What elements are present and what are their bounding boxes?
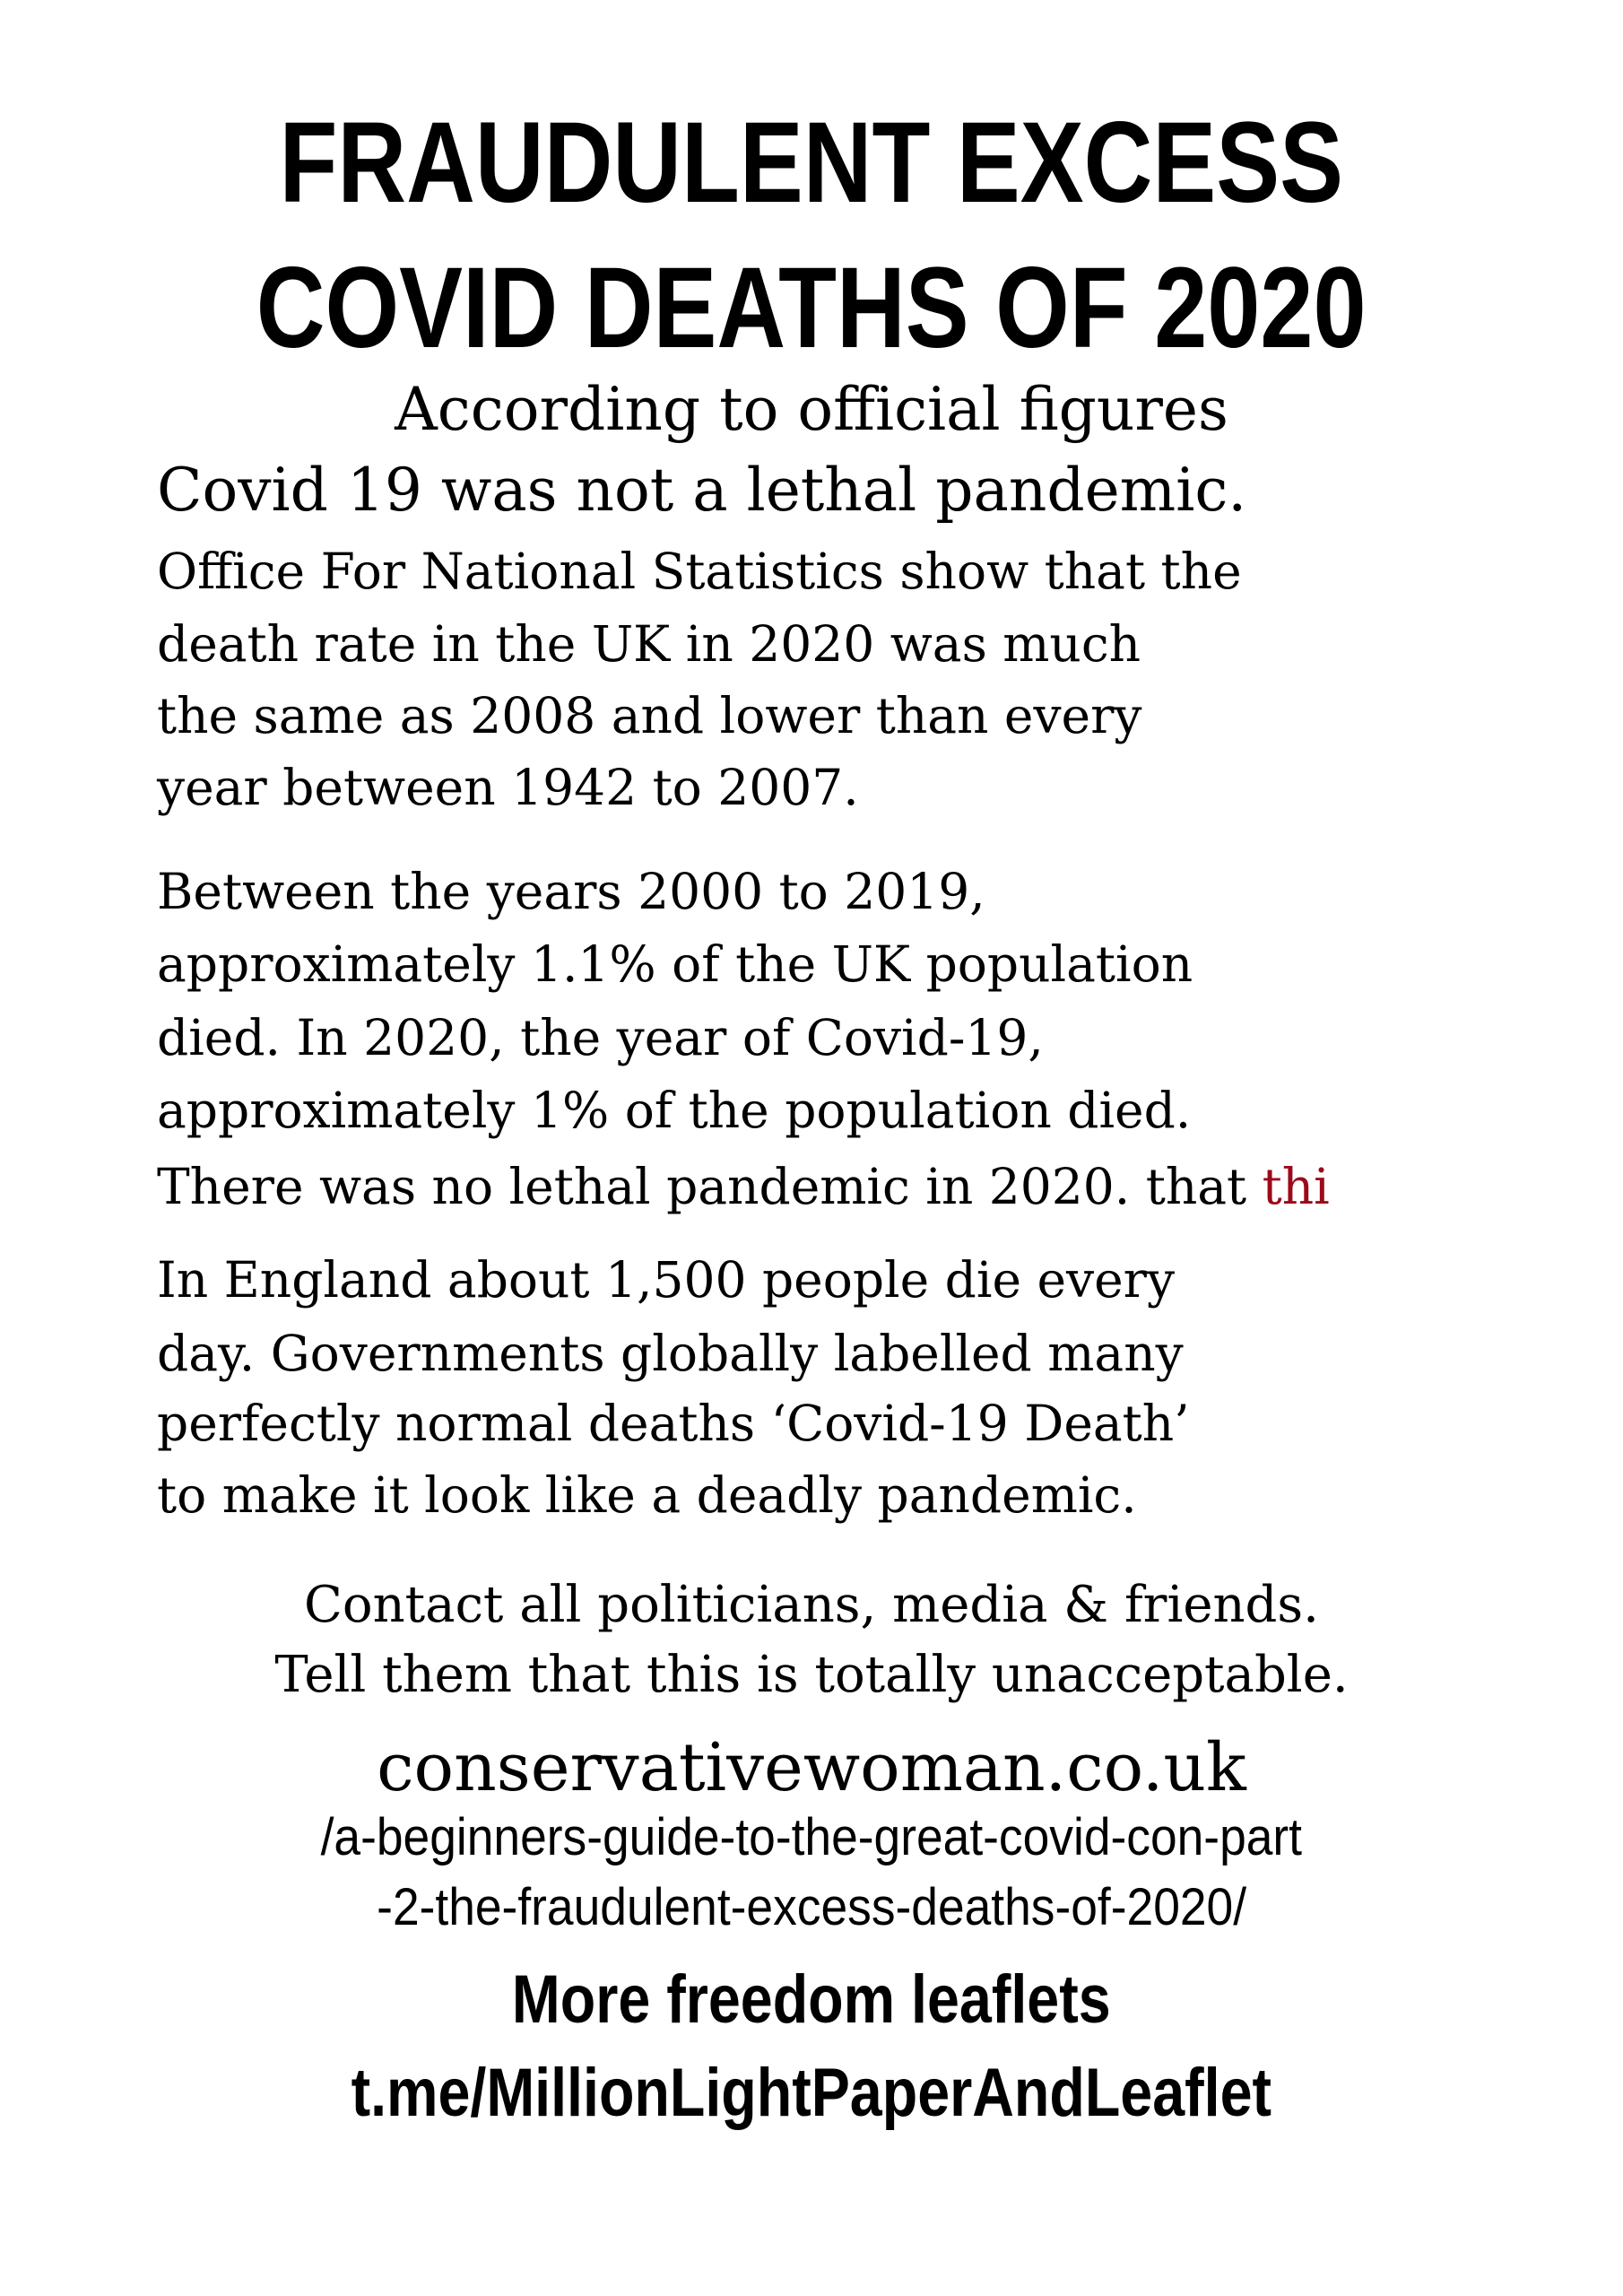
paragraph1-line: Office For National Statistics show that the bbox=[157, 543, 1242, 600]
subtitle-line-2: Covid 19 was not a lethal pandemic. bbox=[157, 456, 1247, 525]
source-path-line-1: /a-beginners-guide-to-the-great-covid-con-part bbox=[320, 1808, 1303, 1866]
paragraph3-line: day. Governments globally labelled many bbox=[157, 1325, 1184, 1382]
paragraph2-last-text: There was no lethal pandemic in 2020. that bbox=[157, 1158, 1263, 1215]
footer-line-1: More freedom leaflets bbox=[512, 1961, 1111, 2038]
headline-line-1: FRAUDULENT EXCESS bbox=[279, 99, 1344, 227]
paragraph2-line: Between the years 2000 to 2019, bbox=[157, 863, 985, 920]
paragraph3-line: perfectly normal deaths ‘Covid-19 Death’ bbox=[157, 1395, 1190, 1452]
paragraph2-line: approximately 1.1% of the UK population bbox=[157, 935, 1193, 993]
paragraph3-line: In England about 1,500 people die every bbox=[157, 1251, 1176, 1309]
source-site: conservativewoman.co.uk bbox=[377, 1729, 1246, 1806]
paragraph1-line: death rate in the UK in 2020 was much bbox=[157, 615, 1141, 673]
paragraph1-line: the same as 2008 and lower than every bbox=[157, 687, 1142, 744]
call-to-action-line-1: Contact all politicians, media & friends. bbox=[304, 1576, 1319, 1634]
source-path-line-2: -2-the-fraudulent-excess-deaths-of-2020/ bbox=[377, 1878, 1246, 1936]
call-to-action-line-2: Tell them that this is totally unacceptable. bbox=[274, 1646, 1349, 1704]
paragraph1-line: year between 1942 to 2007. bbox=[157, 759, 859, 816]
paragraph3-line: to make it look like a deadly pandemic. bbox=[157, 1466, 1137, 1524]
footer-link: t.me/MillionLightPaperAndLeaflet bbox=[351, 2055, 1272, 2131]
headline-line-2: COVID DEATHS OF 2020 bbox=[256, 244, 1367, 372]
overflow-red-text: thi bbox=[1262, 1158, 1330, 1215]
paragraph2-line bbox=[157, 1158, 1330, 1215]
paragraph2-line: died. In 2020, the year of Covid-19, bbox=[157, 1009, 1044, 1066]
subtitle-line-1: According to official figures bbox=[395, 375, 1228, 444]
paragraph2-line: approximately 1% of the population died. bbox=[157, 1082, 1192, 1139]
